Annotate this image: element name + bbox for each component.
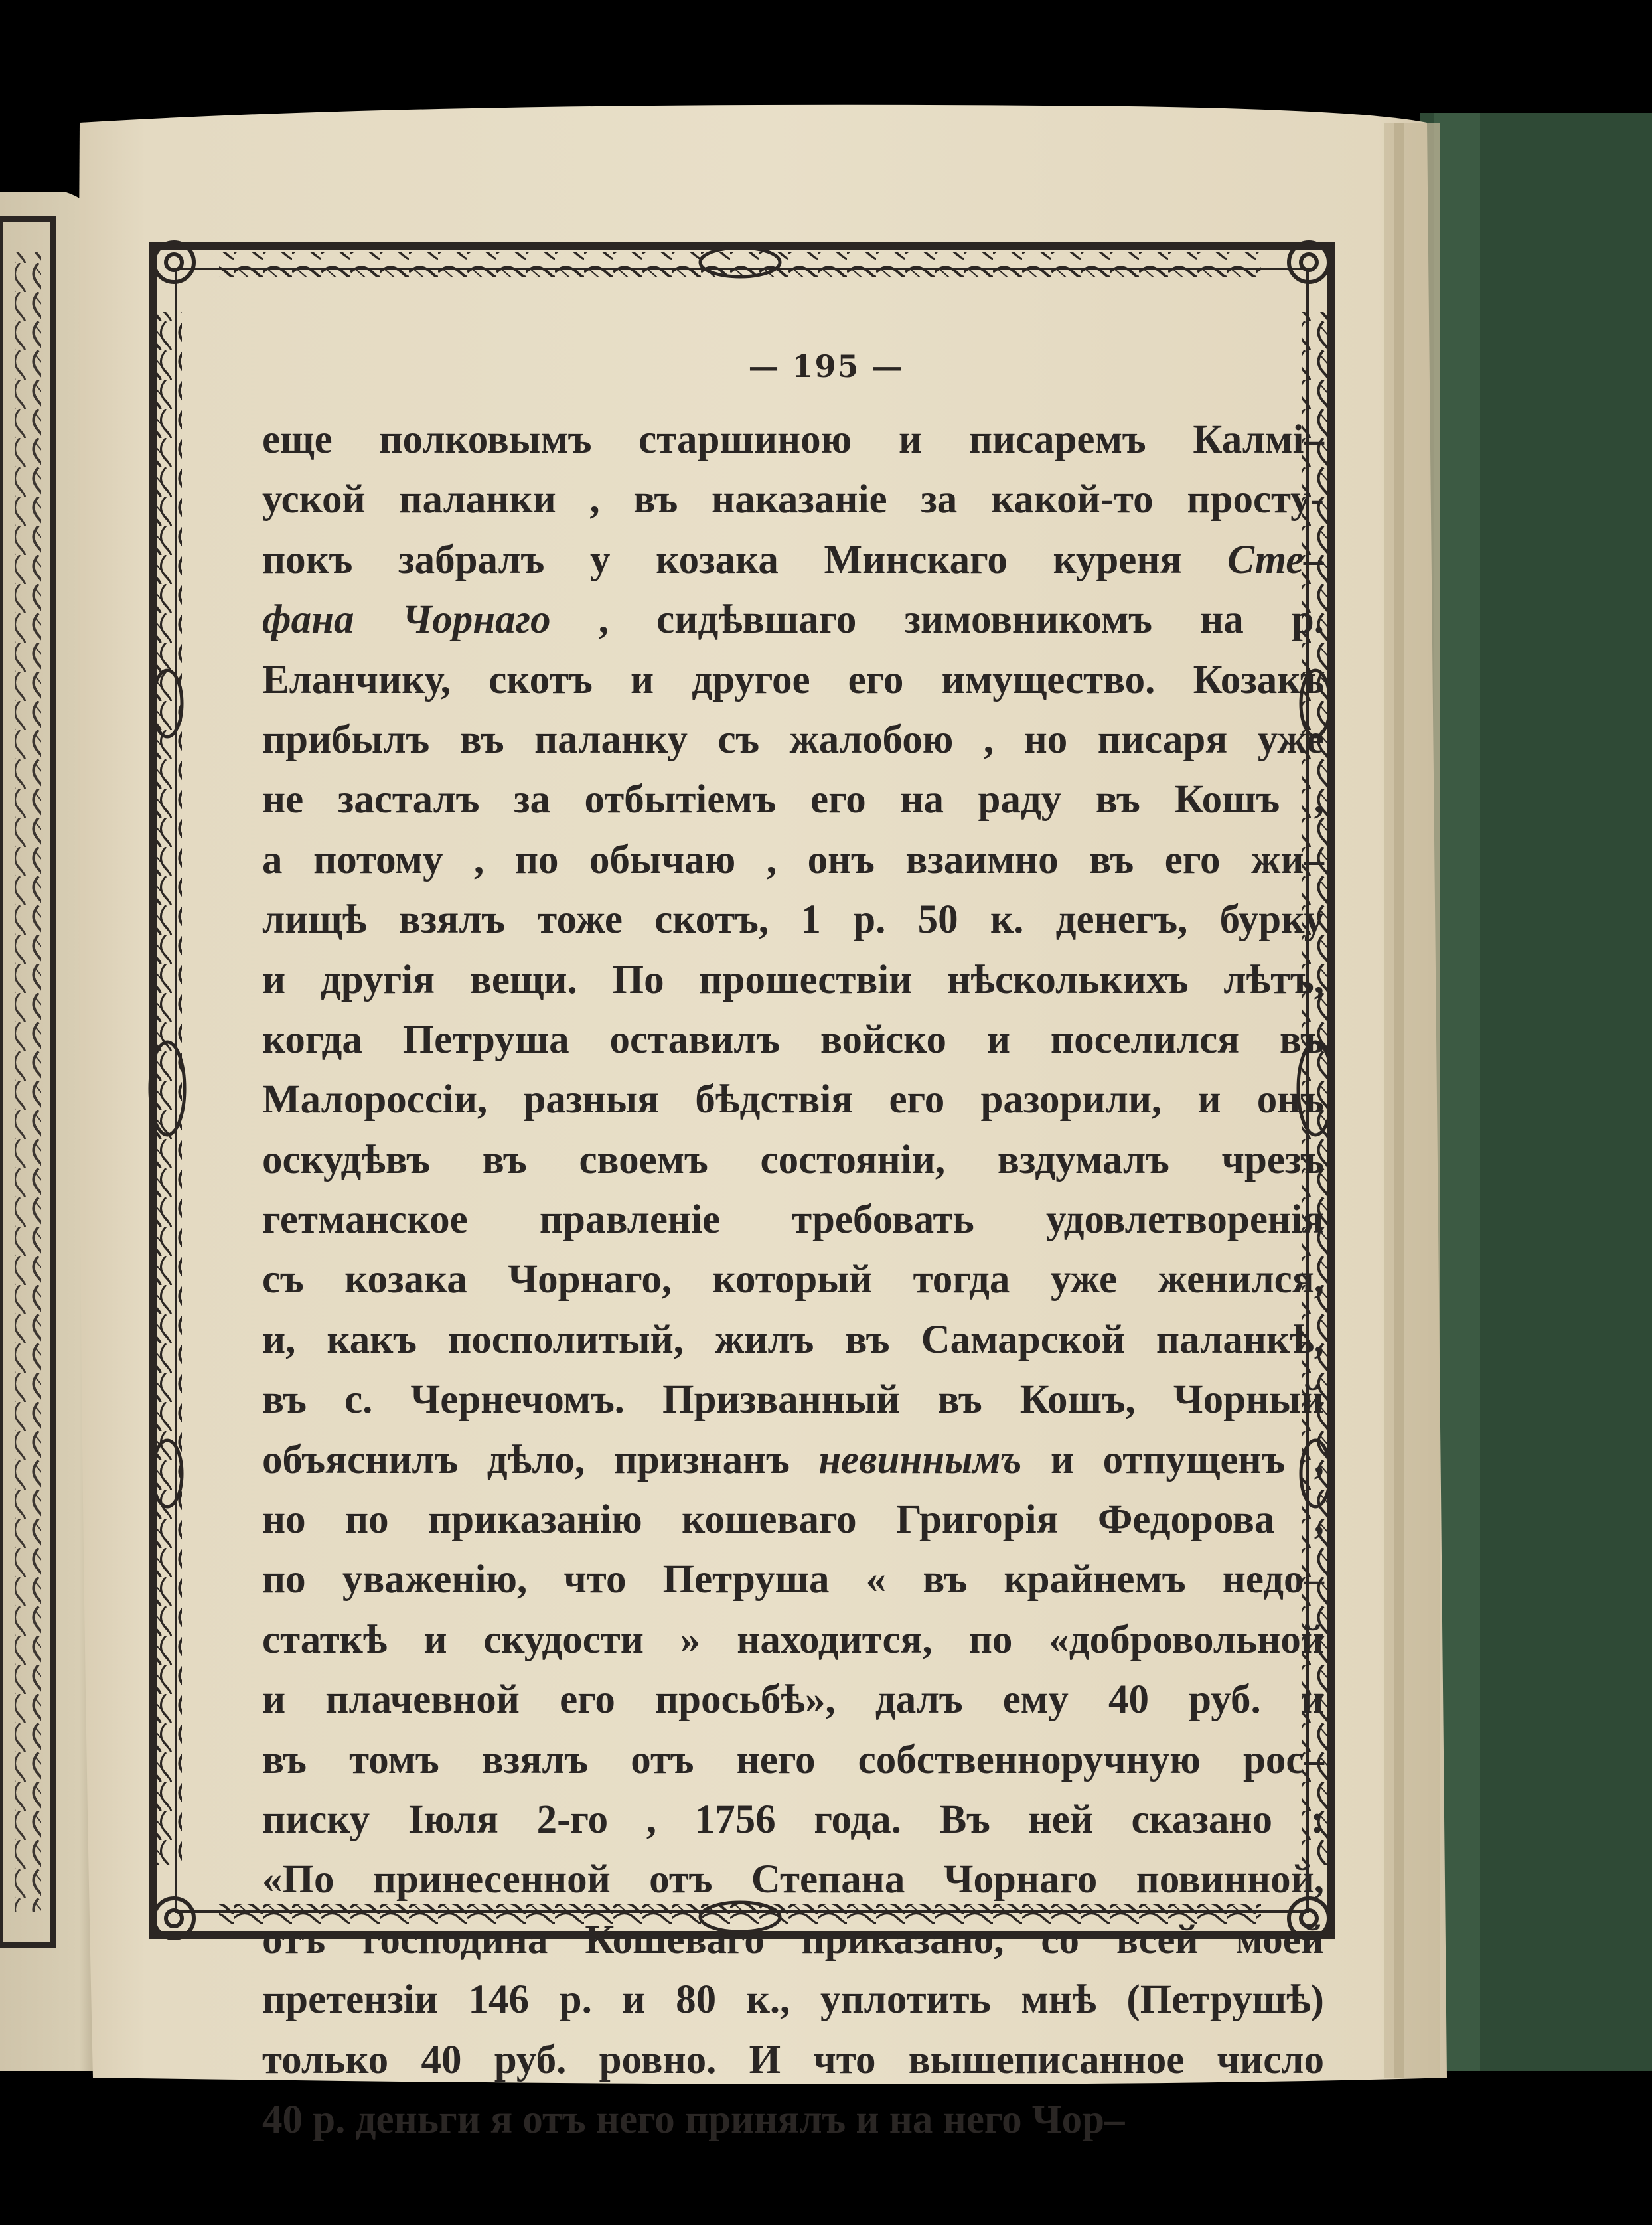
text-segment: отъ господина Кошеваго приказано, со всей моей: [262, 1917, 1324, 1962]
text-segment: по уваженію, что Петруша « въ крайнемъ недо–: [262, 1557, 1324, 1602]
text-segment: съ козака Чорнаго, который тогда уже женился,: [262, 1257, 1324, 1302]
text-line: [262, 830, 1324, 890]
text-line: [262, 1130, 1324, 1190]
text-line: [262, 1490, 1324, 1550]
text-line: [262, 1610, 1324, 1670]
italic-text: невиннымъ: [818, 1437, 1022, 1482]
italic-text: фана Чорнаго: [262, 597, 551, 643]
text-line: [262, 1430, 1324, 1490]
text-line: [262, 890, 1324, 950]
text-segment: не засталъ за отбытіемъ его на раду въ Кошъ ,: [262, 777, 1324, 822]
text-segment: а потому , по обычаю , онъ взаимно въ его жи–: [262, 837, 1324, 882]
page-number: — 195 —: [748, 348, 904, 384]
text-line: [262, 1670, 1324, 1730]
text-segment: лищѣ взялъ тоже скотъ, 1 р. 50 к. денегъ, бурку: [262, 897, 1324, 943]
text-line: [262, 410, 1324, 470]
text-line: [262, 1970, 1324, 2030]
text-line: [262, 1730, 1324, 1790]
text-segment: оскудѣвъ въ своемъ состояніи, вздумалъ чрезъ: [262, 1137, 1324, 1182]
text-line: [262, 1550, 1324, 1610]
text-segment: въ с. Чернечомъ. Призванный въ Кошъ, Чорный: [262, 1377, 1324, 1422]
text-segment: еще полковымъ старшиною и писаремъ Калмі–: [262, 418, 1324, 462]
text-segment: но по приказанію кошеваго Григорія Федорова ,: [262, 1497, 1324, 1543]
text-segment: прибылъ въ паланку съ жалобою , но писаря уже: [262, 717, 1324, 762]
text-segment: и плачевной его просьбѣ», далъ ему 40 руб. и: [262, 1677, 1324, 1723]
text-line: [262, 1310, 1324, 1370]
text-line: [262, 1190, 1324, 1250]
text-segment: уской паланки , въ наказаніе за какой-то просту-: [262, 477, 1324, 522]
text-segment: статкѣ и скудости » находится, по «добровольной: [262, 1617, 1324, 1662]
text-segment: претензіи 146 р. и 80 к., уплотить мнѣ (Петрушѣ): [262, 1977, 1324, 2023]
text-segment: и, какъ посполитый, жилъ въ Самарской паланкѣ,: [262, 1317, 1324, 1362]
text-segment: объяснилъ дѣло, признанъ: [262, 1437, 819, 1482]
italic-text: Сте–: [1227, 537, 1324, 582]
text-segment: и отпущенъ ,: [1021, 1437, 1324, 1482]
text-segment: «По принесенной отъ Степана Чорнаго повинной,: [262, 1857, 1324, 1902]
text-line: [262, 951, 1324, 1010]
text-line: [262, 2090, 1324, 2150]
text-line: [262, 1790, 1324, 1850]
text-segment: и другія вещи. По прошествіи нѣсколькихъ лѣтъ,: [262, 957, 1324, 1002]
text-line: [262, 651, 1324, 710]
text-segment: Еланчику, скотъ и другое его имущество. Козакъ: [262, 657, 1324, 702]
text-line: [262, 770, 1324, 830]
text-segment: покъ забралъ у козака Минскаго куреня: [262, 537, 1228, 582]
text-line: [262, 710, 1324, 770]
text-line: [262, 470, 1324, 530]
text-segment: , сидѣвшаго зимовникомъ на р.: [550, 597, 1324, 643]
text-segment: въ томъ взялъ отъ него собственноручную рос–: [262, 1737, 1324, 1782]
body-text: [262, 410, 1324, 2150]
text-line: [262, 590, 1324, 650]
text-segment: писку Іюля 2-го , 1756 года. Въ ней сказано :: [262, 1797, 1324, 1842]
text-line: [262, 1850, 1324, 1910]
text-line: [262, 1010, 1324, 1070]
text-line: [262, 1250, 1324, 1310]
text-segment: когда Петруша оставилъ войско и поселился въ: [262, 1017, 1324, 1062]
text-segment: Малороссіи, разныя бѣдствія его разорили, и онъ: [262, 1077, 1324, 1122]
book-cover-edge: [1420, 113, 1652, 2071]
text-segment: только 40 руб. ровно. И что вышеписанное число: [262, 2037, 1324, 2082]
text-line: [262, 2031, 1324, 2090]
text-line: [262, 1070, 1324, 1130]
text-line: [262, 1910, 1324, 1970]
text-line: [262, 1370, 1324, 1430]
text-line: [262, 530, 1324, 590]
text-segment: гетманское правленіе требовать удовлетворенія: [262, 1197, 1324, 1243]
text-segment: 40 р. деньги я отъ него принялъ и на него Чор–: [262, 2097, 1125, 2142]
